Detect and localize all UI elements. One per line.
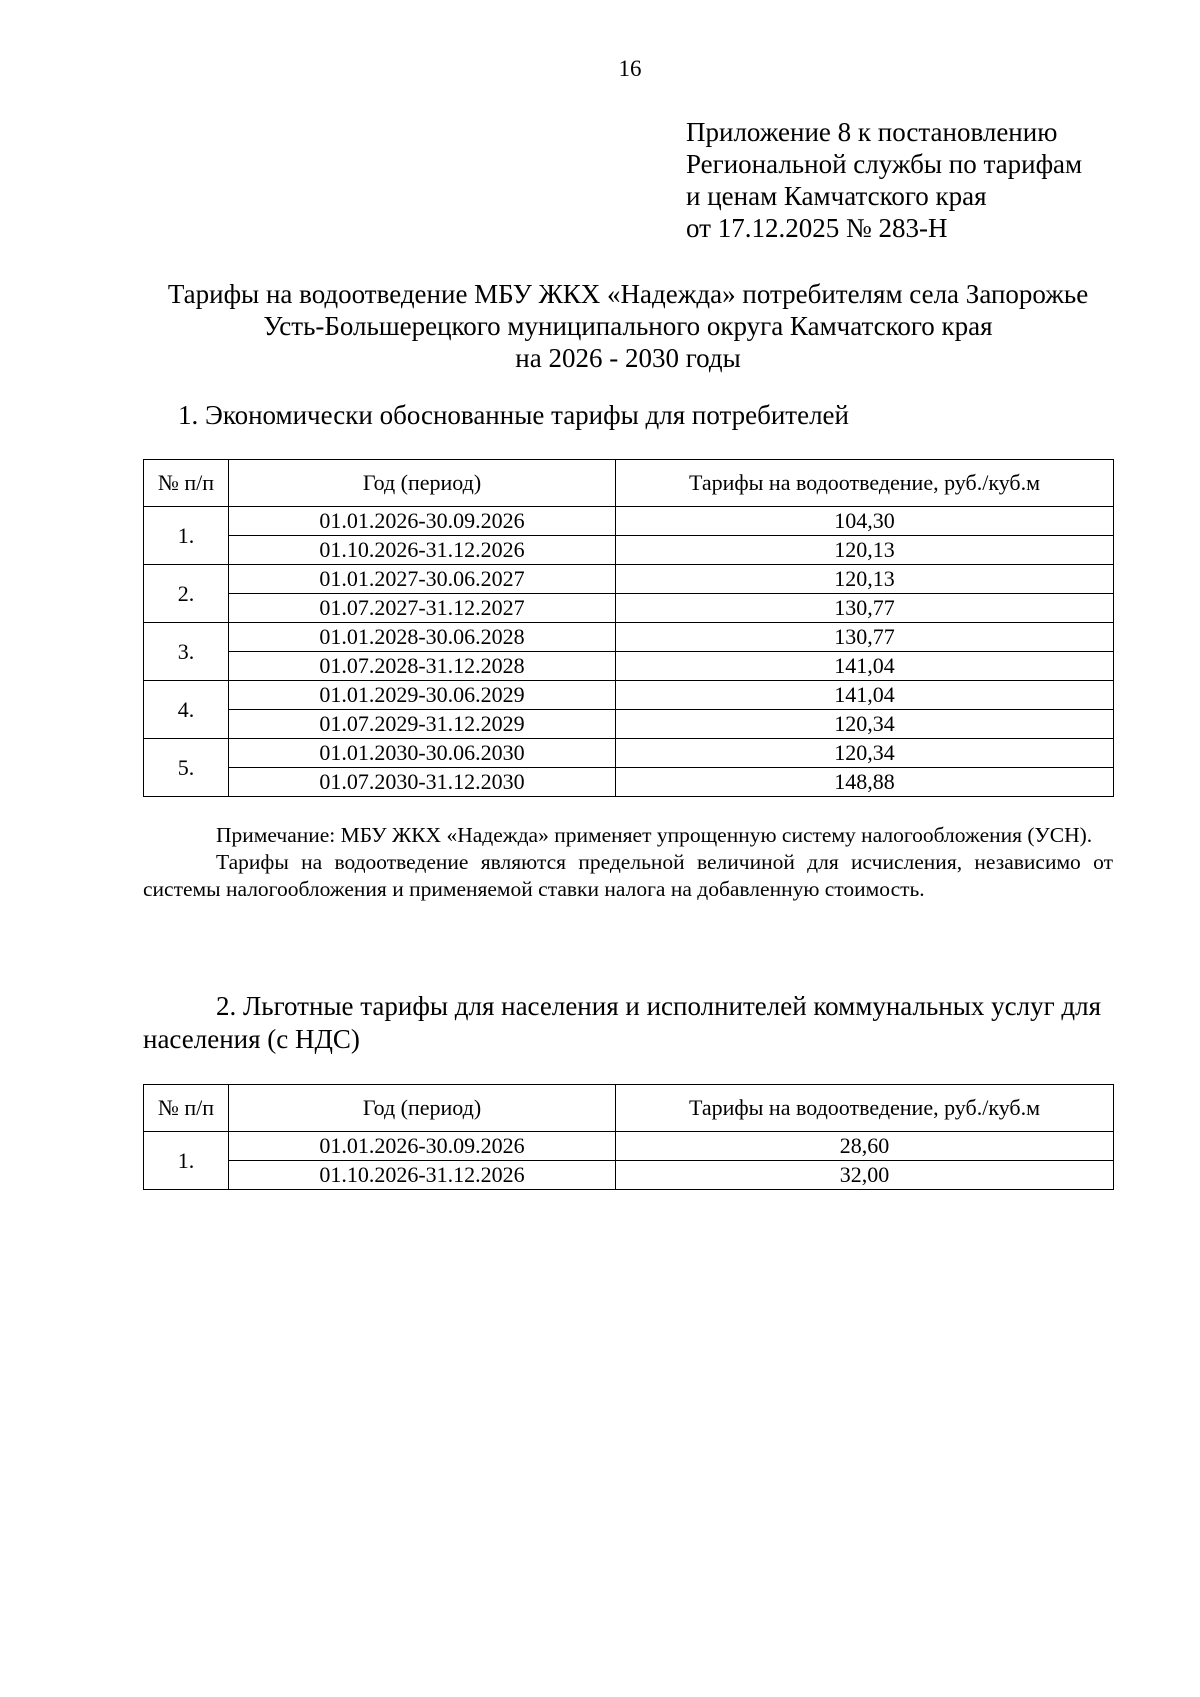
table-header-row <box>144 460 1114 507</box>
page-number: 16 <box>618 56 642 81</box>
tariff-cell: 120,34 <box>616 710 1114 739</box>
appendix-line: Приложение 8 к постановлению <box>686 117 1058 147</box>
note-tax-system: Примечание: МБУ ЖКХ «Надежда» применяет упрощенную систему налогообложения (УСН). <box>216 823 1093 847</box>
row-number: 1. <box>144 507 229 565</box>
header-tariff: Тарифы на водоотведение, руб./куб.м <box>616 460 1114 507</box>
header-period: Год (период) <box>229 1085 616 1132</box>
period-cell: 01.01.2026-30.09.2026 <box>229 507 616 536</box>
title-line: Усть-Большерецкого муниципального округа Камчатского края <box>263 311 993 341</box>
table-row <box>144 1161 1114 1190</box>
period-cell: 01.10.2026-31.12.2026 <box>229 536 616 565</box>
header-number: № п/п <box>144 460 229 507</box>
note-tariff-limit: Тарифы на водоотведение являются предельной величиной для исчисления, независимо от системы налогообложения и применяемой ставки налога на добавленную стоимость. <box>143 850 1113 901</box>
table-row <box>144 565 1114 594</box>
table-row <box>144 739 1114 768</box>
appendix-reference <box>686 116 1082 244</box>
title-line: Тарифы на водоотведение МБУ ЖКХ «Надежда» потребителям села Запорожье <box>167 279 1089 309</box>
notes <box>143 822 1113 903</box>
period-cell: 01.07.2028-31.12.2028 <box>229 652 616 681</box>
economic-tariff-table <box>143 459 1114 797</box>
appendix-line: от 17.12.2025 № 283-Н <box>686 213 948 243</box>
table-row <box>144 710 1114 739</box>
row-number: 5. <box>144 739 229 797</box>
appendix-line: Региональной службы по тарифам <box>686 149 1083 179</box>
table-row <box>144 1132 1114 1161</box>
tariff-cell: 120,13 <box>616 565 1114 594</box>
tariff-cell: 141,04 <box>616 681 1114 710</box>
period-cell: 01.07.2029-31.12.2029 <box>229 710 616 739</box>
table-row <box>144 623 1114 652</box>
row-number: 2. <box>144 565 229 623</box>
tariff-cell: 120,34 <box>616 739 1114 768</box>
tariff-cell: 130,77 <box>616 623 1114 652</box>
section1-heading: 1. Экономически обоснованные тарифы для потребителей <box>178 400 849 430</box>
header-period: Год (период) <box>229 460 616 507</box>
header-number: № п/п <box>144 1085 229 1132</box>
table-header-row <box>144 1085 1114 1132</box>
table-row <box>144 681 1114 710</box>
tariff-cell: 130,77 <box>616 594 1114 623</box>
table-row <box>144 507 1114 536</box>
appendix-line: и ценам Камчатского края <box>686 181 987 211</box>
period-cell: 01.10.2026-31.12.2026 <box>229 1161 616 1190</box>
row-number: 3. <box>144 623 229 681</box>
tariff-cell: 28,60 <box>616 1132 1114 1161</box>
tariff-cell: 141,04 <box>616 652 1114 681</box>
table-row <box>144 768 1114 797</box>
row-number: 1. <box>144 1132 229 1190</box>
period-cell: 01.07.2030-31.12.2030 <box>229 768 616 797</box>
tariff-cell: 32,00 <box>616 1161 1114 1190</box>
row-number: 4. <box>144 681 229 739</box>
period-cell: 01.01.2026-30.09.2026 <box>229 1132 616 1161</box>
table-row <box>144 594 1114 623</box>
period-cell: 01.07.2027-31.12.2027 <box>229 594 616 623</box>
tariff-cell: 120,13 <box>616 536 1114 565</box>
period-cell: 01.01.2028-30.06.2028 <box>229 623 616 652</box>
tariff-cell: 104,30 <box>616 507 1114 536</box>
period-cell: 01.01.2029-30.06.2029 <box>229 681 616 710</box>
table-row <box>144 652 1114 681</box>
section2-heading: 2. Льготные тарифы для населения и исполнителей коммунальных услуг для населения (с НДС) <box>143 991 1102 1054</box>
title-line: на 2026 - 2030 годы <box>515 343 741 373</box>
header-tariff: Тарифы на водоотведение, руб./куб.м <box>616 1085 1114 1132</box>
period-cell: 01.01.2027-30.06.2027 <box>229 565 616 594</box>
period-cell: 01.01.2030-30.06.2030 <box>229 739 616 768</box>
table-row <box>144 536 1114 565</box>
preferential-tariff-table <box>143 1084 1114 1190</box>
document-title <box>143 278 1113 374</box>
tariff-cell: 148,88 <box>616 768 1114 797</box>
